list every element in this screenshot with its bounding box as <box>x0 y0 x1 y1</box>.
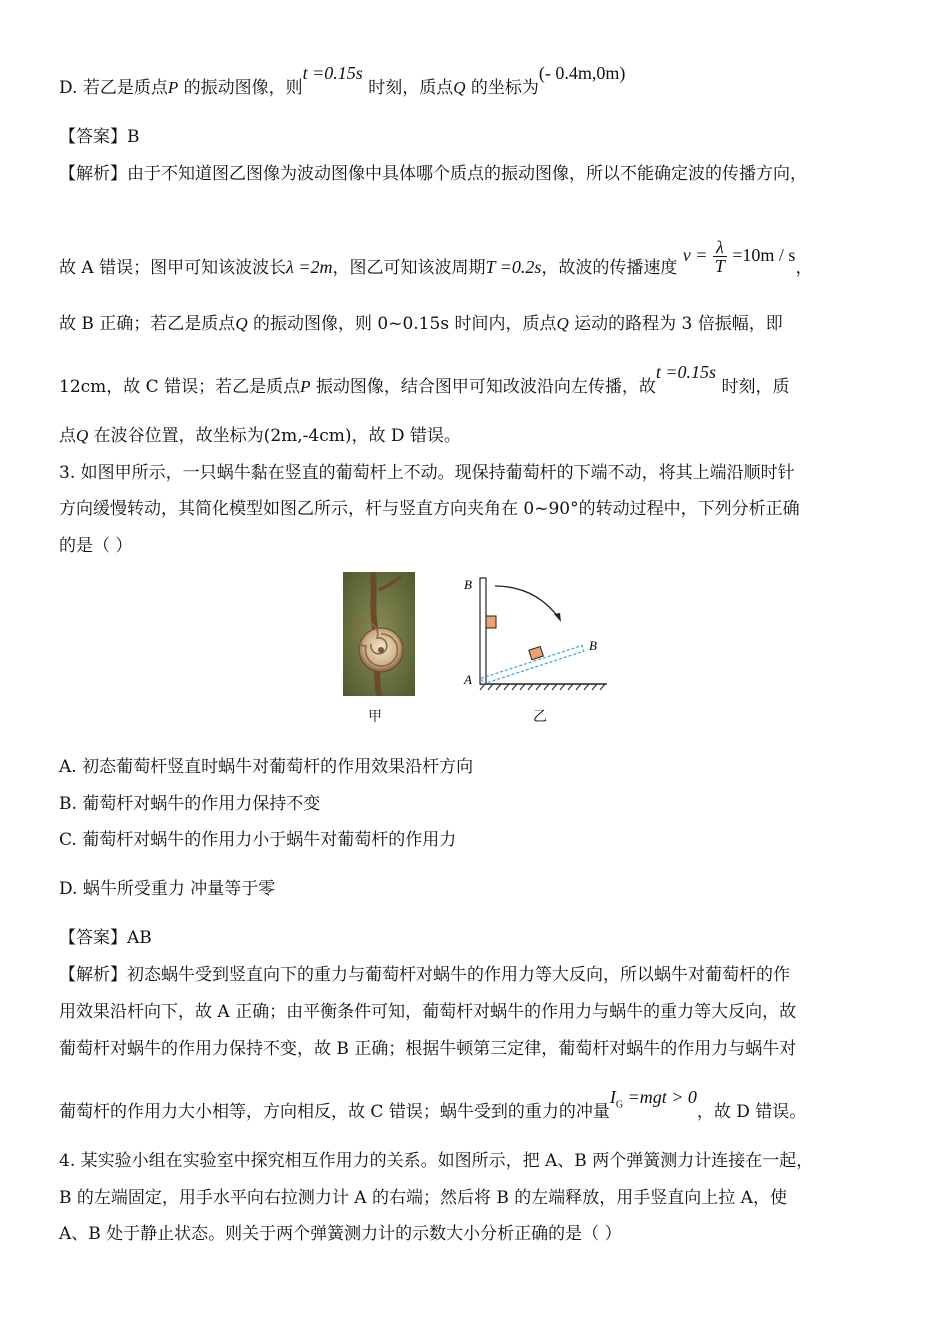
q3-stem-line-3: 的是（ ） <box>59 536 133 556</box>
explanation-label: 【解析】 <box>59 965 127 985</box>
explanation-text: ，故波的传播速度 <box>541 258 678 278</box>
impulse-value: =mgt > 0 <box>623 1087 697 1107</box>
q3-option-b: B. 葡萄杆对蜗牛的作用力保持不变 <box>59 794 321 814</box>
q3-explanation-line-3: 葡萄杆对蜗牛的作用力保持不变，故 B 正确；根据牛顿第三定律，葡萄杆对蜗牛的作用力与蜗牛对 <box>59 1039 797 1059</box>
label-b-top: B <box>464 577 472 592</box>
explanation-text: 初态蜗牛受到竖直向下的重力与葡萄杆对蜗牛的作用力等大反向，所以蜗牛对葡萄杆的作 <box>127 965 790 985</box>
explanation-text: 振动图像，结合图甲可知改波沿向左传播，故 <box>310 377 656 397</box>
explanation-text: 运动的路程为 3 倍振幅，即 <box>568 314 783 334</box>
explanation-text: ，图乙可知该波周期 <box>332 258 486 278</box>
answer-label: 【答案】 <box>59 127 127 147</box>
q2-explanation-line-3 <box>59 313 783 335</box>
q3-answer <box>59 927 152 949</box>
explanation-label: 【解析】 <box>59 164 127 184</box>
answer-label: 【答案】 <box>59 928 127 948</box>
explanation-text: ，故 D 错误。 <box>696 1102 807 1122</box>
wavelength-expression: λ =2m <box>286 257 333 277</box>
var-q: Q <box>453 78 466 97</box>
impulse-subscript: G <box>615 1099 624 1111</box>
rotated-rod <box>477 634 583 684</box>
explanation-text: 点 <box>59 426 76 446</box>
q3-option-d: D. 蜗牛所受重力 冲量等于零 <box>59 879 276 899</box>
fraction <box>713 238 727 275</box>
velocity-formula <box>683 238 796 275</box>
snail-block-vertical <box>486 616 496 628</box>
q2-explanation-line-1 <box>59 163 807 185</box>
explanation-text: 在波谷位置，故坐标为(2m,-4cm)，故 D 错误。 <box>88 426 461 446</box>
answer-value: B <box>127 127 140 147</box>
period-expression: T =0.2s <box>485 257 542 277</box>
caption-yi: 乙 <box>533 709 547 725</box>
time-expression: t =0.15s <box>655 362 717 382</box>
option-d-text: 的坐标为 <box>465 78 539 98</box>
rotation-arrow <box>495 586 559 618</box>
snail-photo <box>343 572 415 696</box>
q3-option-a: A. 初态葡萄杆竖直时蜗牛对葡萄杆的作用效果沿杆方向 <box>59 757 474 777</box>
label-b-right: B <box>589 638 597 653</box>
q3-explanation-line-4 <box>59 1087 807 1130</box>
option-d-text: 时刻，质点 <box>362 78 454 98</box>
q3-option-c: C. 葡萄杆对蜗牛的作用力小于蜗牛对葡萄杆的作用力 <box>59 830 457 850</box>
label-a: A <box>464 672 472 687</box>
var-q: Q <box>556 314 569 333</box>
explanation-text: 由于不知道图乙图像为波动图像中具体哪个质点的振动图像，所以不能确定波的传播方向， <box>127 164 807 184</box>
answer-value: AB <box>127 928 152 948</box>
var-p: P <box>300 377 311 396</box>
ground-hatch <box>480 684 605 690</box>
rod-diagram <box>455 572 615 692</box>
q3-explanation-line-1 <box>59 964 790 986</box>
fraction-numerator: λ <box>713 238 727 257</box>
option-d-text: 的振动图像，则 <box>178 78 303 98</box>
q2-answer <box>59 126 140 148</box>
q2-explanation-line-5 <box>59 425 461 447</box>
var-q: Q <box>235 314 248 333</box>
explanation-text: ， <box>795 258 813 278</box>
impulse-symbol: I <box>609 1087 616 1107</box>
q4-stem-line-1: 4. 某实验小组在实验室中探究相互作用力的关系。如图所示，把 A、B 两个弹簧测力计连接在一起， <box>59 1151 814 1171</box>
arrow-head <box>554 613 561 622</box>
explanation-text: 葡萄杆的作用力大小相等，方向相反，故 C 错误；蜗牛受到的重力的冲量 <box>59 1102 610 1122</box>
q3-explanation-line-2: 用效果沿杆向下，故 A 正确；由平衡条件可知，葡萄杆对蜗牛的作用力与蜗牛的重力等大反向，故 <box>59 1002 797 1022</box>
var-q: Q <box>76 426 89 445</box>
q2-explanation-line-4 <box>59 362 790 398</box>
caption-jia: 甲 <box>368 709 382 725</box>
vertical-rod <box>480 578 486 684</box>
impulse-expression <box>610 1086 697 1116</box>
var-p: P <box>167 78 179 97</box>
q4-stem-line-2: B 的左端固定，用手水平向右拉测力计 A 的右端；然后将 B 的左端释放，用手竖直向上拉 A，使 <box>59 1188 787 1208</box>
q2-option-d <box>59 63 626 99</box>
explanation-text: 故 A 错误；图甲可知该波波长 <box>59 258 287 278</box>
time-expression: t =0.15s <box>302 63 363 83</box>
q2-explanation-line-2 <box>59 237 813 287</box>
explanation-text: 的振动图像，则 0~0.15s 时间内，质点 <box>247 314 557 334</box>
q3-stem-line-1: 3. 如图甲所示，一只蜗牛黏在竖直的葡萄杆上不动。现保持葡萄杆的下端不动，将其上端沿顺时针 <box>59 463 795 483</box>
explanation-text: 故 B 正确；若乙是质点 <box>59 314 236 334</box>
option-d-text: D. 若乙是质点 <box>59 78 168 98</box>
explanation-text: 12cm，故 C 错误；若乙是质点 <box>59 377 301 397</box>
explanation-text: 时刻，质 <box>716 377 790 397</box>
snail-block-tilted <box>529 646 544 659</box>
velocity-rhs: =10m / s <box>732 245 796 265</box>
q3-stem-line-2: 方向缓慢转动，其简化模型如图乙所示，杆与竖直方向夹角在 0~90°的转动过程中，下列分析正确 <box>59 499 800 519</box>
velocity-lhs: v = <box>682 245 708 265</box>
q4-stem-line-3: A、B 处于静止状态。则关于两个弹簧测力计的示数大小分析正确的是（ ） <box>59 1224 622 1244</box>
fraction-denominator: T <box>714 256 725 276</box>
coordinate-expression: (- 0.4m,0m) <box>538 63 626 83</box>
